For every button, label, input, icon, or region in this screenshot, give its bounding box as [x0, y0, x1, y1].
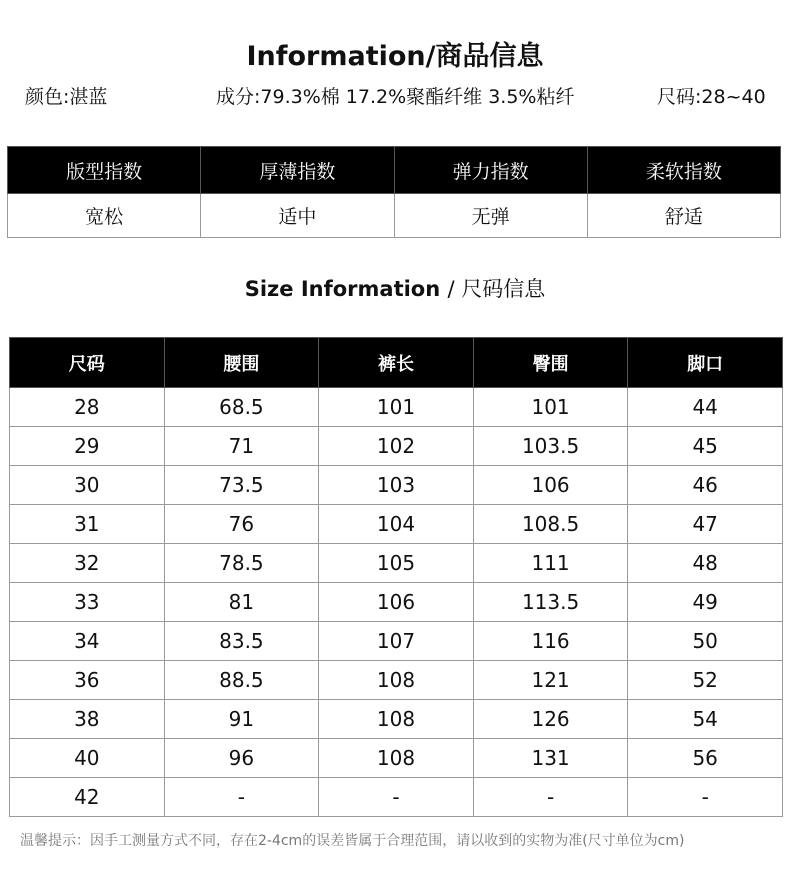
table-cell: 36 [10, 661, 165, 700]
size-title-en: Size Information [244, 277, 441, 301]
table-row [10, 700, 783, 739]
table-cell: 108.5 [473, 505, 628, 544]
index-table-header-row [8, 147, 781, 194]
table-cell: 96 [164, 739, 319, 778]
table-cell: - [164, 778, 319, 817]
table-cell: 44 [628, 388, 783, 427]
table-cell: 107 [319, 622, 474, 661]
table-cell: 108 [319, 700, 474, 739]
index-value-thickness: 适中 [201, 194, 394, 238]
table-cell: 38 [10, 700, 165, 739]
table-row [10, 466, 783, 505]
table-cell: 56 [628, 739, 783, 778]
table-cell: 108 [319, 661, 474, 700]
color-info: 颜色:湛蓝 [25, 86, 108, 108]
table-cell: 71 [164, 427, 319, 466]
table-row [10, 544, 783, 583]
table-cell: 102 [319, 427, 474, 466]
table-cell: 48 [628, 544, 783, 583]
table-cell: 111 [473, 544, 628, 583]
table-cell: 47 [628, 505, 783, 544]
index-header-softness: 柔软指数 [587, 147, 780, 194]
size-header-hem: 脚口 [628, 338, 783, 388]
table-cell: 49 [628, 583, 783, 622]
index-value-elasticity: 无弹 [394, 194, 587, 238]
table-cell: 50 [628, 622, 783, 661]
table-row [10, 778, 783, 817]
index-header-fit: 版型指数 [8, 147, 201, 194]
table-cell: 126 [473, 700, 628, 739]
table-row [10, 661, 783, 700]
table-cell: - [319, 778, 474, 817]
size-range-info: 尺码:28~40 [657, 86, 766, 108]
table-cell: 108 [319, 739, 474, 778]
material-info: 成分:79.3%棉 17.2%聚酯纤维 3.5%粘纤 [216, 86, 575, 108]
table-cell: 34 [10, 622, 165, 661]
table-cell: - [628, 778, 783, 817]
table-cell: 103.5 [473, 427, 628, 466]
page-title: Information/商品信息 [246, 41, 544, 72]
table-cell: 116 [473, 622, 628, 661]
size-table [9, 337, 783, 817]
footer-note: 温馨提示：因手工测量方式不同，存在2-4cm的误差皆属于合理范围，请以收到的实物为准(尺寸单位为cm) [20, 833, 685, 849]
size-header-hip: 臀围 [473, 338, 628, 388]
size-table-header-row [10, 338, 783, 388]
size-header-length: 裤长 [319, 338, 474, 388]
table-cell: 81 [164, 583, 319, 622]
table-cell: 131 [473, 739, 628, 778]
table-cell: 31 [10, 505, 165, 544]
table-row [10, 622, 783, 661]
index-table-value-row [8, 194, 781, 238]
table-cell: 113.5 [473, 583, 628, 622]
table-cell: 45 [628, 427, 783, 466]
table-cell: 121 [473, 661, 628, 700]
table-cell: 103 [319, 466, 474, 505]
table-cell: 101 [319, 388, 474, 427]
table-cell: - [473, 778, 628, 817]
table-cell: 88.5 [164, 661, 319, 700]
index-header-elasticity: 弹力指数 [394, 147, 587, 194]
table-row [10, 505, 783, 544]
index-value-softness: 舒适 [587, 194, 780, 238]
table-cell: 106 [319, 583, 474, 622]
table-row [10, 388, 783, 427]
table-cell: 28 [10, 388, 165, 427]
index-table [7, 146, 781, 238]
table-cell: 52 [628, 661, 783, 700]
table-cell: 32 [10, 544, 165, 583]
table-cell: 42 [10, 778, 165, 817]
table-cell: 30 [10, 466, 165, 505]
index-value-fit: 宽松 [8, 194, 201, 238]
size-title-cn: / 尺码信息 [447, 277, 546, 301]
table-cell: 76 [164, 505, 319, 544]
table-cell: 54 [628, 700, 783, 739]
table-row [10, 583, 783, 622]
index-header-thickness: 厚薄指数 [201, 147, 394, 194]
size-header-waist: 腰围 [164, 338, 319, 388]
table-row [10, 427, 783, 466]
size-section-title [0, 273, 790, 303]
table-cell: 46 [628, 466, 783, 505]
table-cell: 105 [319, 544, 474, 583]
table-cell: 40 [10, 739, 165, 778]
table-cell: 106 [473, 466, 628, 505]
table-cell: 68.5 [164, 388, 319, 427]
table-row [10, 739, 783, 778]
table-cell: 101 [473, 388, 628, 427]
table-cell: 33 [10, 583, 165, 622]
table-cell: 83.5 [164, 622, 319, 661]
table-cell: 73.5 [164, 466, 319, 505]
table-cell: 104 [319, 505, 474, 544]
table-cell: 29 [10, 427, 165, 466]
size-header-size: 尺码 [10, 338, 165, 388]
table-cell: 91 [164, 700, 319, 739]
table-cell: 78.5 [164, 544, 319, 583]
